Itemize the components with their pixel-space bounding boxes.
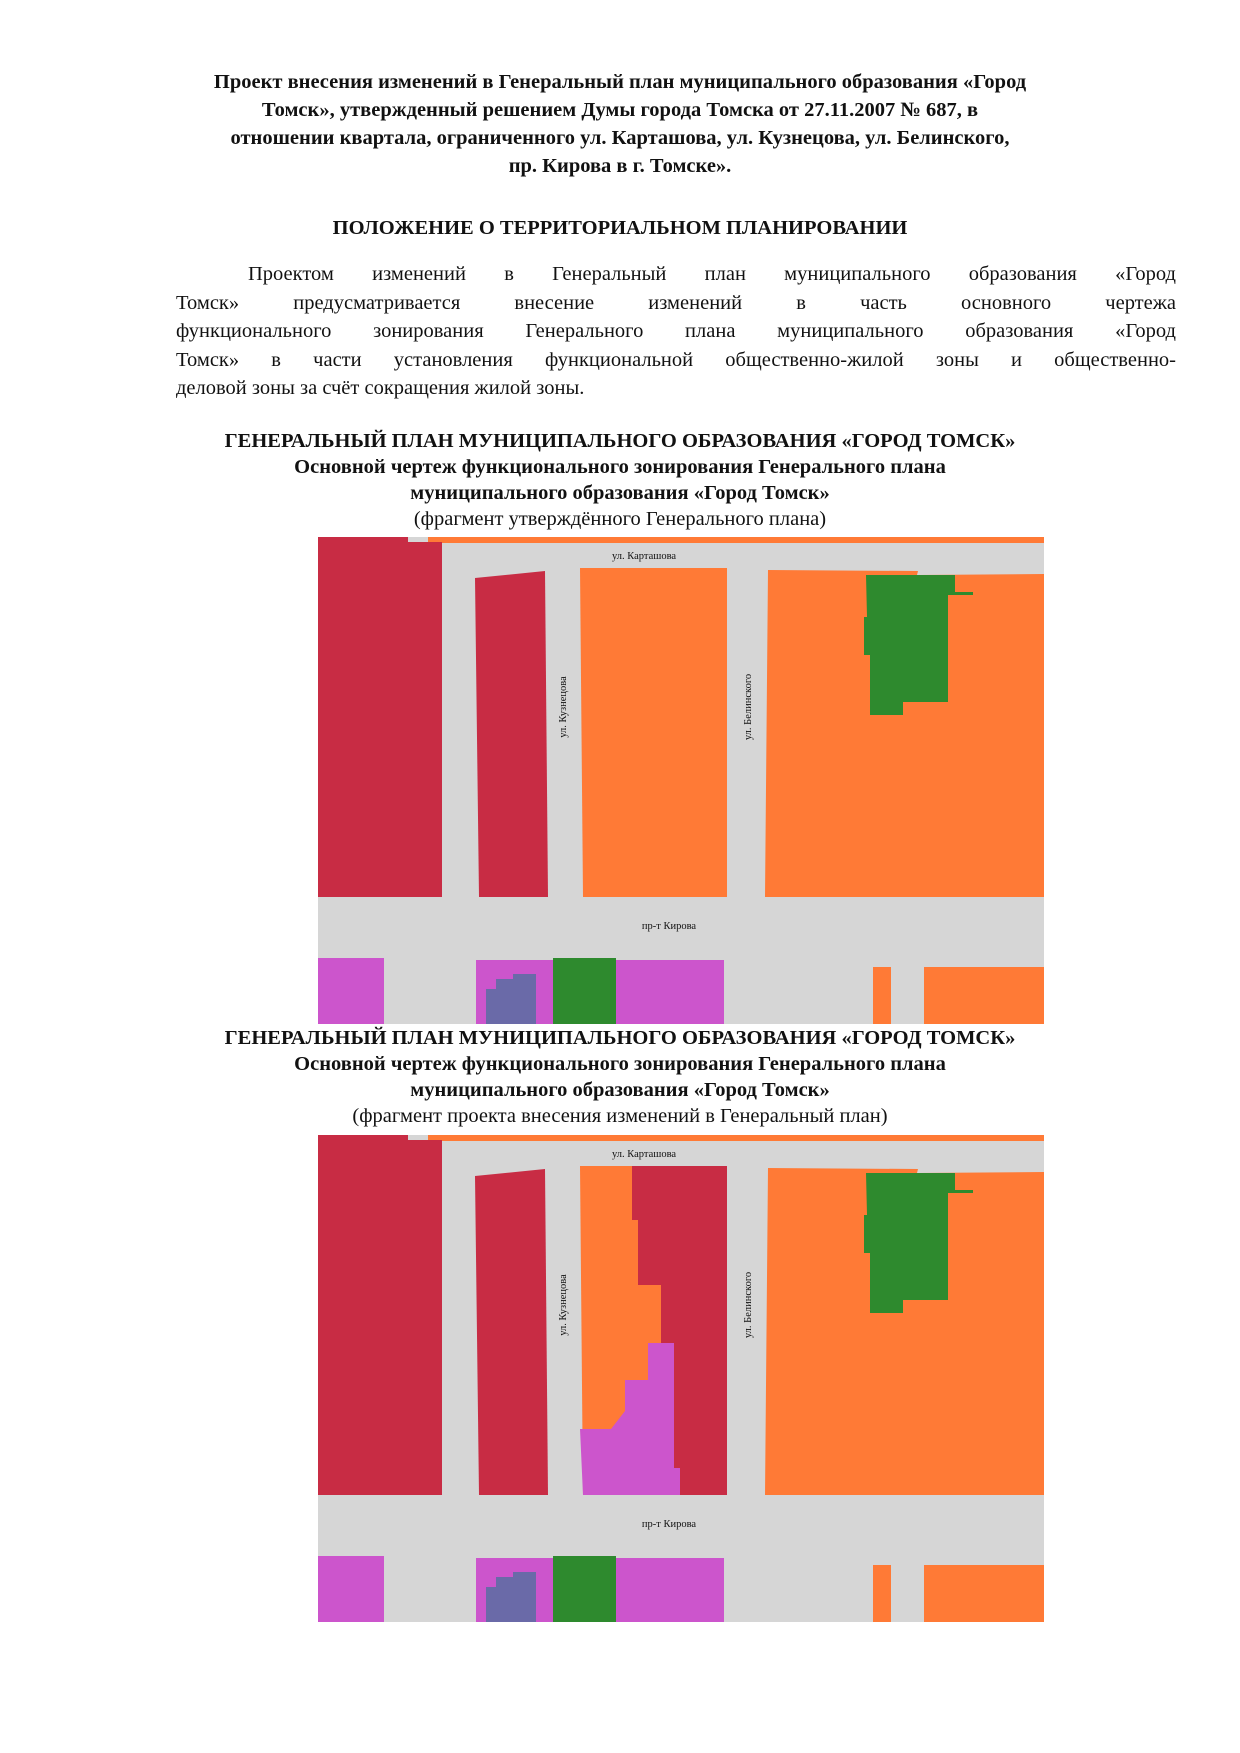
zone-green: [553, 958, 616, 1024]
zone-public-residential: [580, 568, 727, 897]
paragraph-line: Томск» предусматривается внесение изменений в часть основного чертежа: [176, 291, 1176, 314]
zoning-map-proposed: [318, 1135, 1044, 1622]
zone-public-residential: [428, 537, 1044, 543]
zone-public-residential: [924, 967, 1044, 1024]
zone-residential: [318, 542, 442, 897]
zone-residential: [475, 1169, 548, 1495]
zone-residential: [475, 571, 548, 897]
zone-business: [616, 960, 724, 1024]
document-title: [0, 68, 1240, 180]
street-label-kartashova: ул. Карташова: [611, 1149, 677, 1160]
zone-public-residential: [924, 1565, 1044, 1622]
figure-subheading: муниципального образования «Город Томск»: [410, 482, 830, 504]
paragraph-line: функционального зонирования Генерального плана муниципального образования «Город: [176, 320, 1176, 342]
title-line: отношении квартала, ограниченного ул. Карташова, ул. Кузнецова, ул. Белинского,: [230, 127, 1010, 149]
zone-business: [616, 1558, 724, 1622]
zone-public-residential: [873, 1565, 891, 1622]
paragraph-line: Томск» в части установления функциональной общественно-жилой зоны и общественно-: [176, 348, 1176, 371]
title-line: Томск», утвержденный решением Думы города Томска от 27.11.2007 № 687, в: [261, 99, 979, 121]
map-canvas: [318, 537, 1044, 1024]
zone-business: [318, 958, 384, 1024]
zone-residential: [318, 1140, 442, 1495]
street-label-kuznetsova: ул. Кузнецова: [558, 1274, 569, 1336]
zone-public-residential: [873, 967, 891, 1024]
figure-heading: ГЕНЕРАЛЬНЫЙ ПЛАН МУНИЦИПАЛЬНОГО ОБРАЗОВАНИЯ «ГОРОД ТОМСК»: [224, 430, 1016, 452]
figure-caption: (фрагмент проекта внесения изменений в Генеральный план): [352, 1105, 888, 1127]
figure-subheading: муниципального образования «Город Томск»: [410, 1079, 830, 1101]
body-paragraph: [176, 260, 1176, 403]
section-heading: ПОЛОЖЕНИЕ О ТЕРРИТОРИАЛЬНОМ ПЛАНИРОВАНИИ: [332, 217, 908, 239]
title-line: Проект внесения изменений в Генеральный план муниципального образования «Город: [213, 71, 1027, 93]
map-canvas: [318, 1135, 1044, 1622]
figure-subheading: Основной чертеж функционального зонирования Генерального плана: [294, 456, 946, 478]
figure-2-header: [0, 1025, 1240, 1129]
zone-public-residential: [428, 1135, 1044, 1141]
zone-business: [318, 1556, 384, 1622]
street-label-kartashova: ул. Карташова: [611, 551, 677, 562]
paragraph-line: деловой зоны за счёт сокращения жилой зоны.: [176, 377, 585, 399]
figure-heading: ГЕНЕРАЛЬНЫЙ ПЛАН МУНИЦИПАЛЬНОГО ОБРАЗОВАНИЯ «ГОРОД ТОМСК»: [224, 1027, 1016, 1049]
title-line: пр. Кирова в г. Томске».: [508, 155, 732, 177]
figure-1-header: [0, 428, 1240, 532]
street-label-belinskogo: ул. Белинского: [743, 673, 754, 741]
zone-green: [553, 1556, 616, 1622]
street-label-kuznetsova: ул. Кузнецова: [558, 676, 569, 738]
figure-subheading: Основной чертеж функционального зонирования Генерального плана: [294, 1053, 946, 1075]
paragraph-line: Проектом изменений в Генеральный план муниципального образования «Город: [248, 263, 1176, 285]
zoning-map-approved: [318, 537, 1044, 1024]
street-label-kirova: пр-т Кирова: [641, 1519, 697, 1530]
street-label-belinskogo: ул. Белинского: [743, 1271, 754, 1339]
street-label-kirova: пр-т Кирова: [641, 921, 697, 932]
figure-caption: (фрагмент утверждённого Генерального плана): [413, 508, 827, 530]
